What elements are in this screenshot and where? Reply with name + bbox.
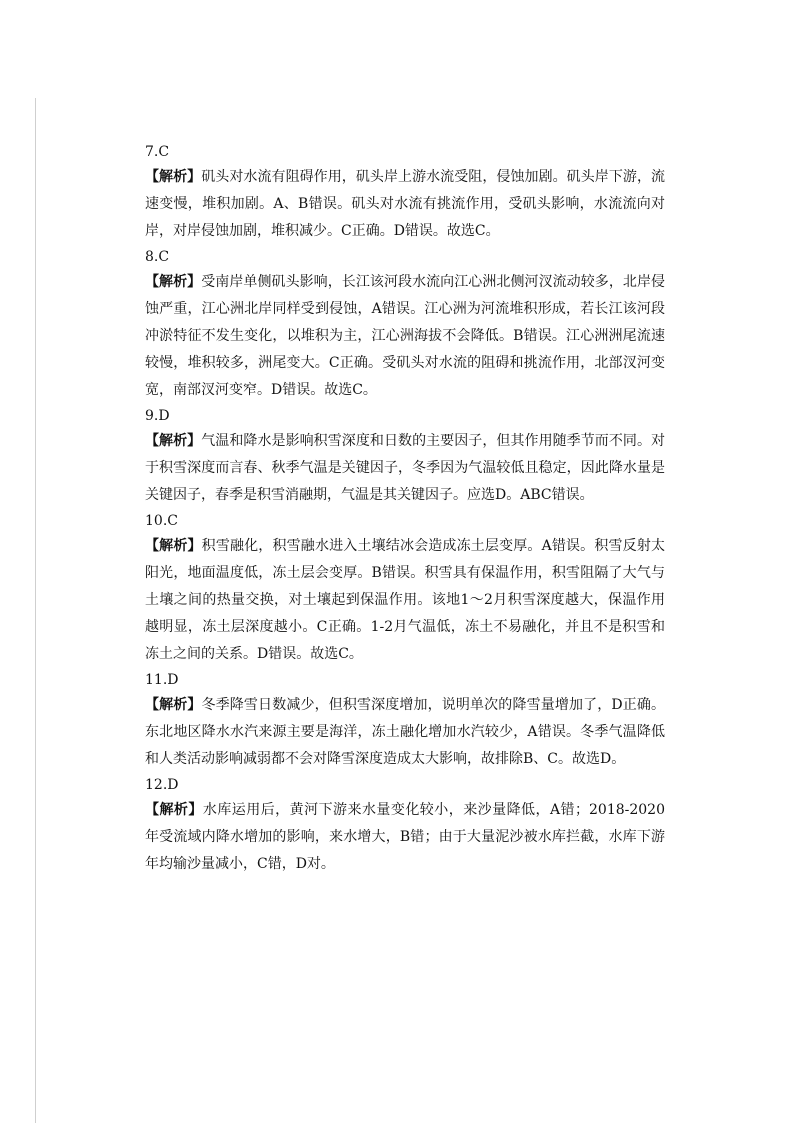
question-block-7 [145,140,665,245]
question-block-11 [145,668,665,773]
analysis-label: 【解析】 [145,538,202,554]
analysis-text: 气温和降水是影响积雪深度和日数的主要因子，但其作用随季节而不同。对于积雪深度而言春、秋季气温是关键因子，冬季因为气温较低且稳定，因此降水量是关键因子，春季是积雪消融期，气温是其关键因子。应选D。ABC错误。 [145,433,666,503]
answer-analysis-list [145,140,665,878]
question-block-9 [145,404,665,509]
analysis-paragraph [145,269,665,404]
analysis-text: 矶头对水流有阻碍作用，矶头岸上游水流受阻，侵蚀加剧。矶头岸下游，流速变慢，堆积加剧。A、B错误。矶头对水流有挑流作用，受矶头影响，水流流向对岸，对岸侵蚀加剧，堆积减少。C正确。D错误。故选C。 [145,169,666,239]
answer-number: 7.C [145,144,170,160]
question-block-10 [145,509,665,668]
question-block-8 [145,245,665,404]
analysis-label: 【解析】 [145,169,202,185]
analysis-label: 【解析】 [145,274,202,290]
analysis-text: 积雪融化，积雪融水进入土壤结冰会造成冻土层变厚。A错误。积雪反射太阳光，地面温度低，冻土层会变厚。B错误。积雪具有保温作用，积雪阻隔了大气与土壤之间的热量交换，对土壤起到保温作用。该地1～2月积雪深度越大，保温作用越明显，冻土层深度越小。C正确。1-2月气温低，冻土不易融化，并且不是积雪和冻土之间的关系。D错误。故选C。 [145,538,666,662]
analysis-paragraph [145,428,665,509]
question-block-12 [145,773,665,878]
analysis-label: 【解析】 [145,433,202,449]
analysis-paragraph [145,797,665,878]
analysis-text: 受南岸单侧矶头影响，长江该河段水流向江心洲北侧河汊流动较多，北岸侵蚀严重，江心洲北岸同样受到侵蚀，A错误。江心洲为河流堆积形成，若长江该河段冲淤特征不发生变化，以堆积为主，江心洲海拔不会降低。B错误。江心洲洲尾流速较慢，堆积较多，洲尾变大。C正确。受矶头对水流的阻碍和挑流作用，北部汊河变宽，南部汊河变窄。D错误。故选C。 [145,274,666,398]
answer-number: 8.C [145,249,170,265]
analysis-label: 【解析】 [145,697,202,713]
answer-number: 12.D [145,777,179,793]
analysis-text: 水库运用后，黄河下游来水量变化较小，来沙量降低，A错；2018-2020年受流域内降水增加的影响，来水增大，B错；由于大量泥沙被水库拦截，水库下游年均输沙量减小，C错，D对。 [145,802,665,872]
analysis-label: 【解析】 [145,802,203,818]
answer-number: 9.D [145,408,170,424]
answer-number: 11.D [145,672,179,688]
analysis-paragraph [145,533,665,668]
answer-number: 10.C [145,513,178,529]
analysis-paragraph [145,164,665,245]
analysis-paragraph [145,692,665,773]
analysis-text: 冬季降雪日数减少，但积雪深度增加，说明单次的降雪量增加了，D正确。东北地区降水水汽来源主要是海洋，冻土融化增加水汽较少，A错误。冬季气温降低和人类活动影响减弱都不会对降雪深度造成太大影响，故排除B、C。故选D。 [145,697,665,767]
left-margin-line [35,98,36,1123]
